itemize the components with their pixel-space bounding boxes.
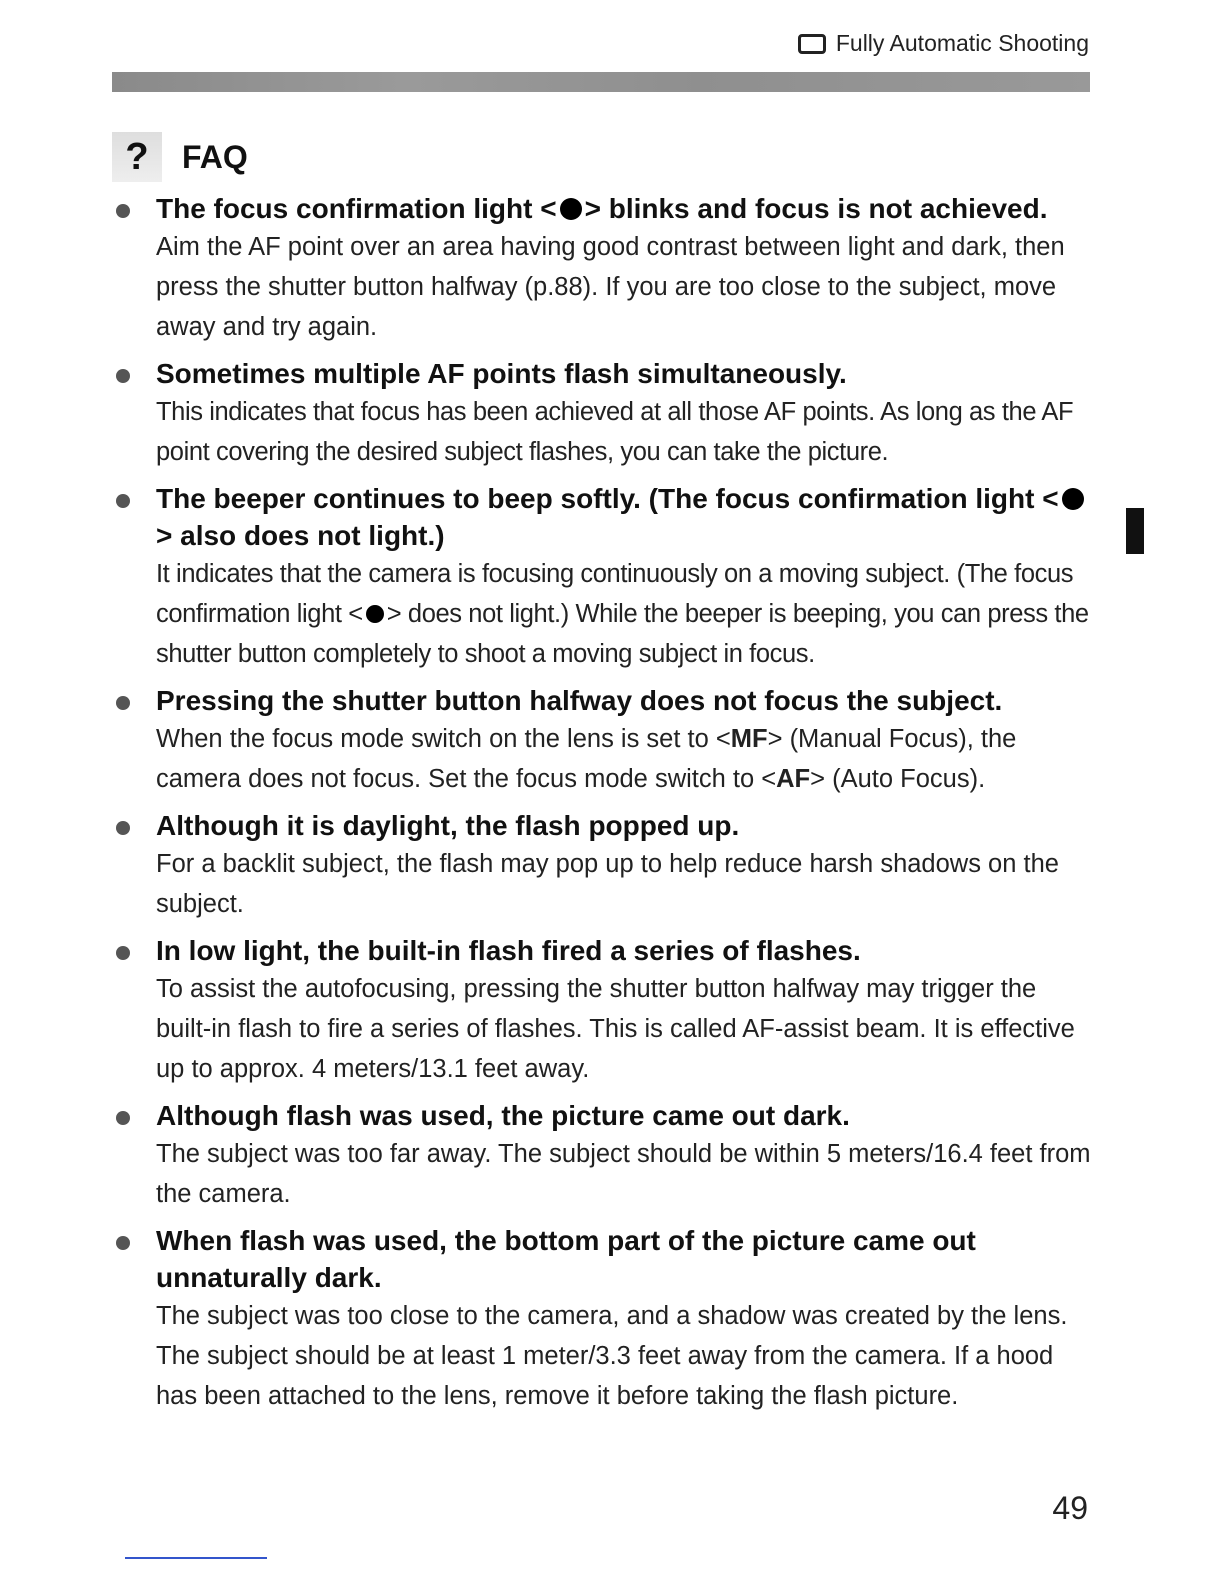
- chapter-tab-marker: [1126, 508, 1144, 554]
- bullet-icon: [116, 494, 130, 508]
- faq-answer: To assist the autofocusing, pressing the shutter button halfway may trigger the built-in flash to fire a series of flashes. This is called AF-assist beam. It is effective up to approx. 4 meters/13.1 feet away.: [156, 975, 1075, 1083]
- focus-confirmation-dot-icon: [366, 605, 384, 623]
- bullet-icon: [116, 946, 130, 960]
- faq-item: [112, 1097, 1097, 1214]
- faq-heading: [112, 132, 248, 182]
- faq-answer: It indicates that the camera is focusing continuously on a moving subject. (The focus confirmation light < > does not light.) While the beeper is beeping, you can press the shutter button completely to shoot a moving subject in focus.: [156, 560, 1089, 668]
- bullet-icon: [116, 1111, 130, 1125]
- faq-question: The focus confirmation light < > blinks and focus is not achieved.: [156, 193, 1048, 224]
- faq-item: [112, 932, 1097, 1089]
- faq-question: Although it is daylight, the flash popped up.: [156, 810, 740, 841]
- faq-question: Pressing the shutter button halfway does not focus the subject.: [156, 685, 1003, 716]
- mf-label: MF: [730, 725, 768, 753]
- question-mark-icon: ?: [112, 132, 162, 182]
- faq-question: Although flash was used, the picture came out dark.: [156, 1100, 850, 1131]
- bullet-icon: [116, 696, 130, 710]
- faq-item: [112, 1222, 1097, 1416]
- section-title: Fully Automatic Shooting: [835, 30, 1089, 56]
- faq-question: When flash was used, the bottom part of the picture came out unnaturally dark.: [156, 1225, 976, 1293]
- faq-question: Sometimes multiple AF points flash simultaneously.: [156, 358, 847, 389]
- page-number: 49: [1052, 1490, 1088, 1526]
- faq-item: [112, 682, 1097, 799]
- bullet-icon: [116, 821, 130, 835]
- faq-answer: When the focus mode switch on the lens is set to <MF> (Manual Focus), the camera does not focus. Set the focus mode switch to <AF> (Auto Focus).: [156, 725, 1017, 793]
- af-label: AF: [776, 765, 811, 793]
- bullet-icon: [116, 369, 130, 383]
- page-header: [798, 30, 1089, 57]
- faq-item: [112, 480, 1097, 674]
- fully-auto-mode-icon: [798, 34, 826, 54]
- faq-answer: This indicates that focus has been achieved at all those AF points. As long as the AF point covering the desired subject flashes, you can take the picture.: [156, 398, 1074, 466]
- faq-answer: The subject was too close to the camera, and a shadow was created by the lens. The subject should be at least 1 meter/3.3 feet away from the camera. If a hood has been attached to the lens, remove it before taking the flash picture.: [156, 1302, 1068, 1410]
- faq-list: [112, 190, 1097, 1424]
- faq-item: [112, 355, 1097, 472]
- footer-line: [125, 1557, 267, 1559]
- bullet-icon: [116, 204, 130, 218]
- faq-answer: For a backlit subject, the flash may pop up to help reduce harsh shadows on the subject.: [156, 850, 1059, 918]
- faq-item: [112, 807, 1097, 924]
- faq-title: FAQ: [182, 138, 248, 175]
- faq-answer: Aim the AF point over an area having good contrast between light and dark, then press the shutter button halfway (p.88). If you are too close to the subject, move away and try again.: [156, 233, 1065, 341]
- faq-question: In low light, the built-in flash fired a series of flashes.: [156, 935, 861, 966]
- faq-question: The beeper continues to beep softly. (The focus confirmation light <> also does not light.): [156, 480, 1097, 554]
- focus-confirmation-dot-icon: [560, 198, 582, 220]
- faq-item: [112, 190, 1097, 347]
- focus-confirmation-dot-icon: [1062, 488, 1084, 510]
- faq-answer: The subject was too far away. The subject should be within 5 meters/16.4 feet from the camera.: [156, 1140, 1091, 1208]
- header-divider-bar: [112, 72, 1090, 92]
- bullet-icon: [116, 1236, 130, 1250]
